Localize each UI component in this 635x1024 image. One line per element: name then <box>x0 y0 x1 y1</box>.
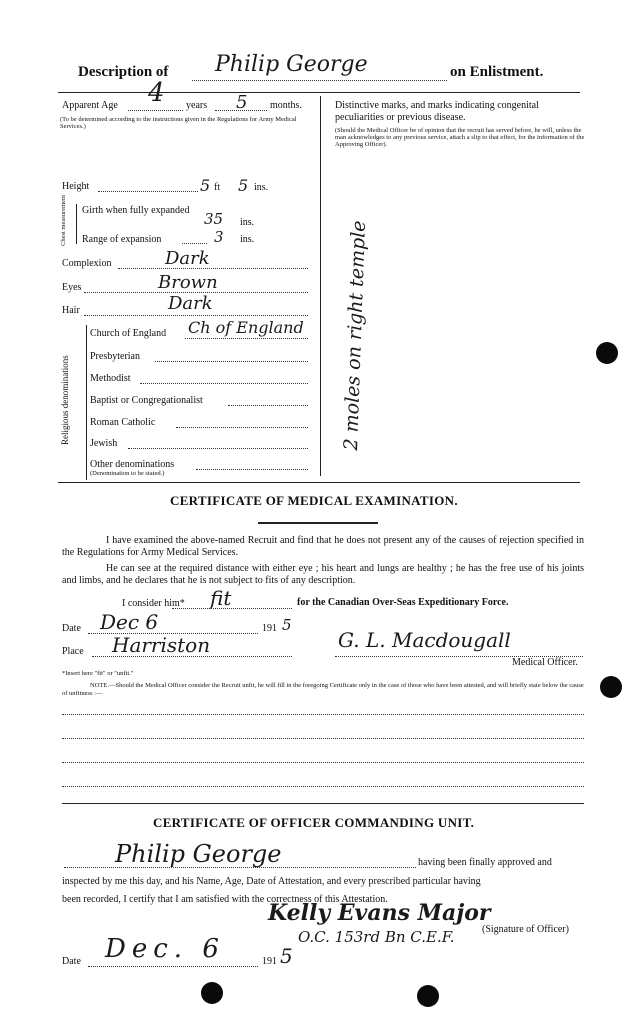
height-dots <box>98 191 198 192</box>
header-description-of: Description of <box>78 64 169 80</box>
girth-label: Girth when fully expanded <box>82 205 190 216</box>
medical-officer-label: Medical Officer. <box>512 657 578 668</box>
range-label: Range of expansion <box>82 234 162 245</box>
chest-measurement-label: Chest measurement <box>60 194 67 246</box>
header-name-handwritten: Philip George <box>215 52 368 77</box>
signature-of-officer-label: (Signature of Officer) <box>482 924 570 935</box>
church-of-england-label: Church of England <box>90 328 167 339</box>
medical-paragraph-1: I have examined the above-named Recruit and find that he does not present any of the causes of rejection specified in the Regulations for Army Medical Services. <box>62 535 584 558</box>
approved-text: having been finally approved and <box>418 857 552 868</box>
age-years-handwritten: 4 <box>148 78 165 108</box>
church-handwritten: Ch of England <box>188 318 304 337</box>
title-underline <box>258 522 378 524</box>
height-label: Height <box>62 181 90 192</box>
officer-section-rule <box>62 803 584 804</box>
chest-bracket <box>76 204 77 244</box>
girth-handwritten: 35 <box>204 210 224 228</box>
age-note: (To be determined according to the instructions given in the Regulations for Army Medical Services.) <box>60 116 297 130</box>
officer-year-handwritten: 5 <box>280 944 293 968</box>
medical-officer-signature: G. L. Macdougall <box>338 628 511 652</box>
ft-label: ft <box>214 182 221 193</box>
officer-year-prefix: 191 <box>262 956 277 967</box>
height-ins-handwritten: 5 <box>238 176 249 195</box>
jewish-label: Jewish <box>90 438 118 449</box>
officer-line-2: inspected by me this day, and his Name, Age, Date of Attestation, and every prescribed particular having <box>62 876 481 887</box>
medical-date-handwritten: Dec 6 <box>100 610 159 634</box>
officer-date-handwritten: Dec. 6 <box>105 934 225 964</box>
complexion-handwritten: Dark <box>165 248 210 269</box>
hair-handwritten: Dark <box>168 293 213 314</box>
religion-bracket <box>86 325 87 480</box>
officer-recruit-name-handwritten: Philip George <box>115 840 282 868</box>
denomination-note: (Denomination to be stated.) <box>90 470 165 477</box>
presbyterian-label: Presbyterian <box>90 351 140 362</box>
other-denominations-label: Other denominations <box>90 459 175 470</box>
fit-line <box>172 608 292 609</box>
place-handwritten: Harriston <box>112 633 211 657</box>
medical-date-label: Date <box>62 623 81 634</box>
officer-date-line <box>88 966 258 967</box>
presbyterian-line <box>155 361 308 362</box>
girth-ins-label: ins. <box>240 217 255 228</box>
religious-denominations-label: Religious denominations <box>60 355 70 445</box>
unfitness-line-1 <box>62 714 584 715</box>
range-ins-label: ins. <box>240 234 255 245</box>
top-rule <box>58 92 580 93</box>
place-line <box>92 656 292 657</box>
complexion-label: Complexion <box>62 258 112 269</box>
distinctive-marks-label: Distinctive marks, and marks indicating congenital peculiarities or previous disease. <box>335 100 539 123</box>
officer-signature: Kelly Evans Major <box>268 900 491 926</box>
unfitness-line-2 <box>62 738 584 739</box>
unfitness-line-4 <box>62 786 584 787</box>
complexion-line <box>118 268 308 269</box>
punch-hole-middle <box>600 676 622 698</box>
unfitness-note: NOTE.—Should the Medical Officer consider the Recruit unfit, he will fill in the foregoing Certificate only in the case of those who have been attested, and will briefly state below the cause of unfitness :— <box>62 682 584 697</box>
height-ft-handwritten: 5 <box>200 176 211 195</box>
roman-catholic-label: Roman Catholic <box>90 417 156 428</box>
age-months-handwritten: 5 <box>236 92 248 113</box>
methodist-line <box>140 383 308 384</box>
months-label: months. <box>270 100 302 111</box>
medical-year-prefix: 191 <box>262 623 277 634</box>
section-rule <box>58 482 580 483</box>
distinctive-marks-note: (Should the Medical Officer be of opinion that the recruit has served before, he will, unless the man acknowledges to any previous service, attach a slip to that effect, for the information of the Approving Officer). <box>335 127 585 148</box>
range-dots <box>182 243 207 244</box>
medical-certificate-title: CERTIFICATE OF MEDICAL EXAMINATION. <box>170 493 458 508</box>
medical-year-handwritten: 5 <box>282 616 292 634</box>
column-divider <box>320 96 321 476</box>
hair-label: Hair <box>62 305 80 316</box>
age-months-line <box>215 110 267 111</box>
unfitness-line-3 <box>62 762 584 763</box>
church-line <box>185 338 308 339</box>
baptist-label: Baptist or Congregationalist <box>90 395 203 406</box>
officer-date-label: Date <box>62 956 81 967</box>
other-line <box>196 469 308 470</box>
place-label: Place <box>62 646 84 657</box>
hair-line <box>84 315 308 316</box>
baptist-line <box>228 405 308 406</box>
fit-handwritten: fit <box>210 586 232 610</box>
medical-paragraph-2: He can see at the required distance with either eye ; his heart and lungs are healthy ; he has the free use of his joints and limbs, and he declares that he is not subject to fits of any description. <box>62 563 584 586</box>
years-label: years <box>186 100 208 111</box>
range-handwritten: 3 <box>214 228 224 246</box>
insert-note: *Insert here "fit" or "unfit." <box>62 670 134 677</box>
age-years-line <box>128 110 183 111</box>
punch-hole-bottom-right <box>417 985 439 1007</box>
punch-hole-bottom-left <box>201 982 223 1004</box>
height-ins-label: ins. <box>254 182 269 193</box>
apparent-age-label: Apparent Age <box>62 100 118 111</box>
officer-unit-handwritten: O.C. 153rd Bn C.E.F. <box>298 928 455 946</box>
methodist-label: Methodist <box>90 373 131 384</box>
punch-hole-upper <box>596 342 618 364</box>
jewish-line <box>128 448 308 449</box>
header-on-enlistment: on Enlistment. <box>450 64 544 80</box>
header-name-line <box>192 80 447 81</box>
eyes-label: Eyes <box>62 282 82 293</box>
officer-line-3: been recorded, I certify that I am satisfied with the correctness of this Attestation. <box>62 894 388 905</box>
eyes-handwritten: Brown <box>158 272 218 293</box>
for-cef-label: for the Canadian Over-Seas Expeditionary Force. <box>297 597 509 608</box>
roman-catholic-line <box>176 427 308 428</box>
officer-certificate-title: CERTIFICATE OF OFFICER COMMANDING UNIT. <box>153 815 475 830</box>
consider-label: I consider him* <box>122 598 185 609</box>
marks-handwritten: 2 moles on right temple <box>340 220 371 451</box>
officer-name-line <box>64 867 416 868</box>
